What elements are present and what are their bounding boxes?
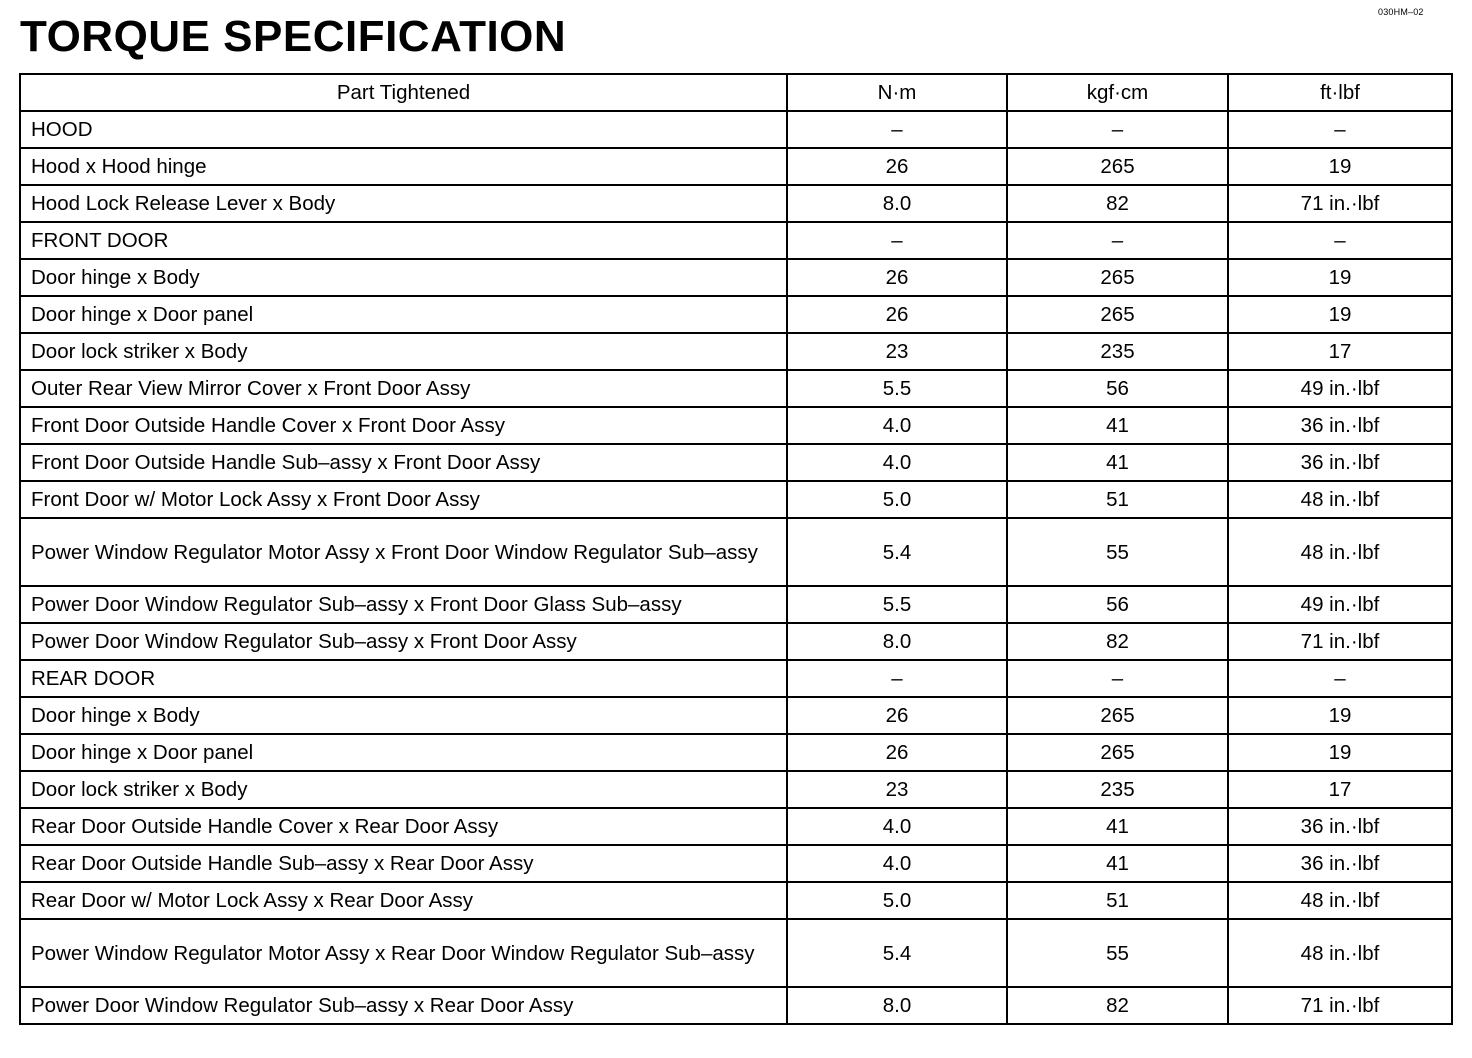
nm-cell: 4.0 xyxy=(787,444,1007,481)
part-cell: HOOD xyxy=(20,111,787,148)
page-title: TORQUE SPECIFICATION xyxy=(20,12,567,61)
kgf-cell: 51 xyxy=(1007,481,1228,518)
part-cell: REAR DOOR xyxy=(20,660,787,697)
section-row-front-door xyxy=(20,222,1452,259)
ft-cell: 36 in.·lbf xyxy=(1228,407,1452,444)
nm-cell: 23 xyxy=(787,771,1007,808)
part-cell: Power Door Window Regulator Sub–assy x Rear Door Assy xyxy=(20,987,787,1024)
ft-cell: 71 in.·lbf xyxy=(1228,623,1452,660)
ft-cell: 71 in.·lbf xyxy=(1228,185,1452,222)
table-row xyxy=(20,518,1452,586)
part-cell: FRONT DOOR xyxy=(20,222,787,259)
ft-cell: 49 in.·lbf xyxy=(1228,370,1452,407)
part-cell: Hood x Hood hinge xyxy=(20,148,787,185)
part-cell: Door lock striker x Body xyxy=(20,333,787,370)
nm-cell: – xyxy=(787,660,1007,697)
kgf-cell: 41 xyxy=(1007,407,1228,444)
nm-cell: 5.0 xyxy=(787,882,1007,919)
kgf-cell: 56 xyxy=(1007,586,1228,623)
kgf-cell: 235 xyxy=(1007,333,1228,370)
part-cell: Power Door Window Regulator Sub–assy x Front Door Glass Sub–assy xyxy=(20,586,787,623)
table-row xyxy=(20,259,1452,296)
ft-cell: 19 xyxy=(1228,148,1452,185)
nm-cell: 5.5 xyxy=(787,370,1007,407)
table-row xyxy=(20,296,1452,333)
nm-cell: 5.0 xyxy=(787,481,1007,518)
nm-cell: 4.0 xyxy=(787,407,1007,444)
ft-cell: – xyxy=(1228,660,1452,697)
kgf-cell: 51 xyxy=(1007,882,1228,919)
ft-cell: 17 xyxy=(1228,333,1452,370)
torque-spec-table xyxy=(19,73,1453,1025)
nm-cell: 23 xyxy=(787,333,1007,370)
kgf-cell: 41 xyxy=(1007,808,1228,845)
kgf-cell: 265 xyxy=(1007,697,1228,734)
kgf-cell: – xyxy=(1007,222,1228,259)
ft-cell: 19 xyxy=(1228,259,1452,296)
part-cell: Door hinge x Door panel xyxy=(20,734,787,771)
part-cell: Hood Lock Release Lever x Body xyxy=(20,185,787,222)
header-ft-lbf: ft·lbf xyxy=(1228,74,1452,111)
header-part-tightened: Part Tightened xyxy=(20,74,787,111)
table-row xyxy=(20,623,1452,660)
ft-cell: 17 xyxy=(1228,771,1452,808)
kgf-cell: 41 xyxy=(1007,444,1228,481)
part-cell: Power Window Regulator Motor Assy x Rear Door Window Regulator Sub–assy xyxy=(20,919,787,987)
table-row xyxy=(20,882,1452,919)
nm-cell: 5.4 xyxy=(787,518,1007,586)
table-row xyxy=(20,148,1452,185)
kgf-cell: 41 xyxy=(1007,845,1228,882)
table-row xyxy=(20,771,1452,808)
ft-cell: 36 in.·lbf xyxy=(1228,444,1452,481)
table-row xyxy=(20,444,1452,481)
ft-cell: 36 in.·lbf xyxy=(1228,845,1452,882)
nm-cell: 8.0 xyxy=(787,623,1007,660)
section-row-hood xyxy=(20,111,1452,148)
kgf-cell: – xyxy=(1007,111,1228,148)
ft-cell: 19 xyxy=(1228,296,1452,333)
part-cell: Door hinge x Door panel xyxy=(20,296,787,333)
kgf-cell: 265 xyxy=(1007,734,1228,771)
table-row xyxy=(20,333,1452,370)
part-cell: Outer Rear View Mirror Cover x Front Door Assy xyxy=(20,370,787,407)
kgf-cell: 265 xyxy=(1007,296,1228,333)
ft-cell: 49 in.·lbf xyxy=(1228,586,1452,623)
nm-cell: 8.0 xyxy=(787,185,1007,222)
table-row xyxy=(20,734,1452,771)
ft-cell: 48 in.·lbf xyxy=(1228,518,1452,586)
part-cell: Rear Door Outside Handle Sub–assy x Rear Door Assy xyxy=(20,845,787,882)
nm-cell: 26 xyxy=(787,259,1007,296)
kgf-cell: 56 xyxy=(1007,370,1228,407)
kgf-cell: – xyxy=(1007,660,1228,697)
kgf-cell: 82 xyxy=(1007,185,1228,222)
header-nm: N·m xyxy=(787,74,1007,111)
nm-cell: 26 xyxy=(787,697,1007,734)
nm-cell: 5.4 xyxy=(787,919,1007,987)
ft-cell: 48 in.·lbf xyxy=(1228,919,1452,987)
nm-cell: 5.5 xyxy=(787,586,1007,623)
part-cell: Door hinge x Body xyxy=(20,259,787,296)
nm-cell: 26 xyxy=(787,296,1007,333)
kgf-cell: 235 xyxy=(1007,771,1228,808)
kgf-cell: 265 xyxy=(1007,259,1228,296)
table-row xyxy=(20,697,1452,734)
table-row xyxy=(20,185,1452,222)
table-row xyxy=(20,845,1452,882)
table-row xyxy=(20,987,1452,1024)
part-cell: Rear Door w/ Motor Lock Assy x Rear Door Assy xyxy=(20,882,787,919)
part-cell: Front Door w/ Motor Lock Assy x Front Door Assy xyxy=(20,481,787,518)
ft-cell: 48 in.·lbf xyxy=(1228,481,1452,518)
part-cell: Front Door Outside Handle Sub–assy x Front Door Assy xyxy=(20,444,787,481)
table-row xyxy=(20,481,1452,518)
nm-cell: 26 xyxy=(787,734,1007,771)
header-kgf-cm: kgf·cm xyxy=(1007,74,1228,111)
nm-cell: 4.0 xyxy=(787,845,1007,882)
ft-cell: 36 in.·lbf xyxy=(1228,808,1452,845)
table-row xyxy=(20,808,1452,845)
ft-cell: 19 xyxy=(1228,734,1452,771)
table-row xyxy=(20,919,1452,987)
nm-cell: – xyxy=(787,222,1007,259)
table-row xyxy=(20,370,1452,407)
kgf-cell: 265 xyxy=(1007,148,1228,185)
part-cell: Rear Door Outside Handle Cover x Rear Door Assy xyxy=(20,808,787,845)
ft-cell: 19 xyxy=(1228,697,1452,734)
part-cell: Power Door Window Regulator Sub–assy x Front Door Assy xyxy=(20,623,787,660)
part-cell: Door lock striker x Body xyxy=(20,771,787,808)
ft-cell: – xyxy=(1228,222,1452,259)
nm-cell: 8.0 xyxy=(787,987,1007,1024)
page-code: 030HM–02 xyxy=(1378,7,1424,17)
ft-cell: 48 in.·lbf xyxy=(1228,882,1452,919)
kgf-cell: 55 xyxy=(1007,919,1228,987)
ft-cell: 71 in.·lbf xyxy=(1228,987,1452,1024)
ft-cell: – xyxy=(1228,111,1452,148)
nm-cell: 26 xyxy=(787,148,1007,185)
kgf-cell: 55 xyxy=(1007,518,1228,586)
part-cell: Front Door Outside Handle Cover x Front Door Assy xyxy=(20,407,787,444)
kgf-cell: 82 xyxy=(1007,623,1228,660)
nm-cell: – xyxy=(787,111,1007,148)
part-cell: Door hinge x Body xyxy=(20,697,787,734)
nm-cell: 4.0 xyxy=(787,808,1007,845)
table-row xyxy=(20,407,1452,444)
section-row-rear-door xyxy=(20,660,1452,697)
table-row xyxy=(20,586,1452,623)
header-row xyxy=(20,74,1452,111)
part-cell: Power Window Regulator Motor Assy x Front Door Window Regulator Sub–assy xyxy=(20,518,787,586)
kgf-cell: 82 xyxy=(1007,987,1228,1024)
